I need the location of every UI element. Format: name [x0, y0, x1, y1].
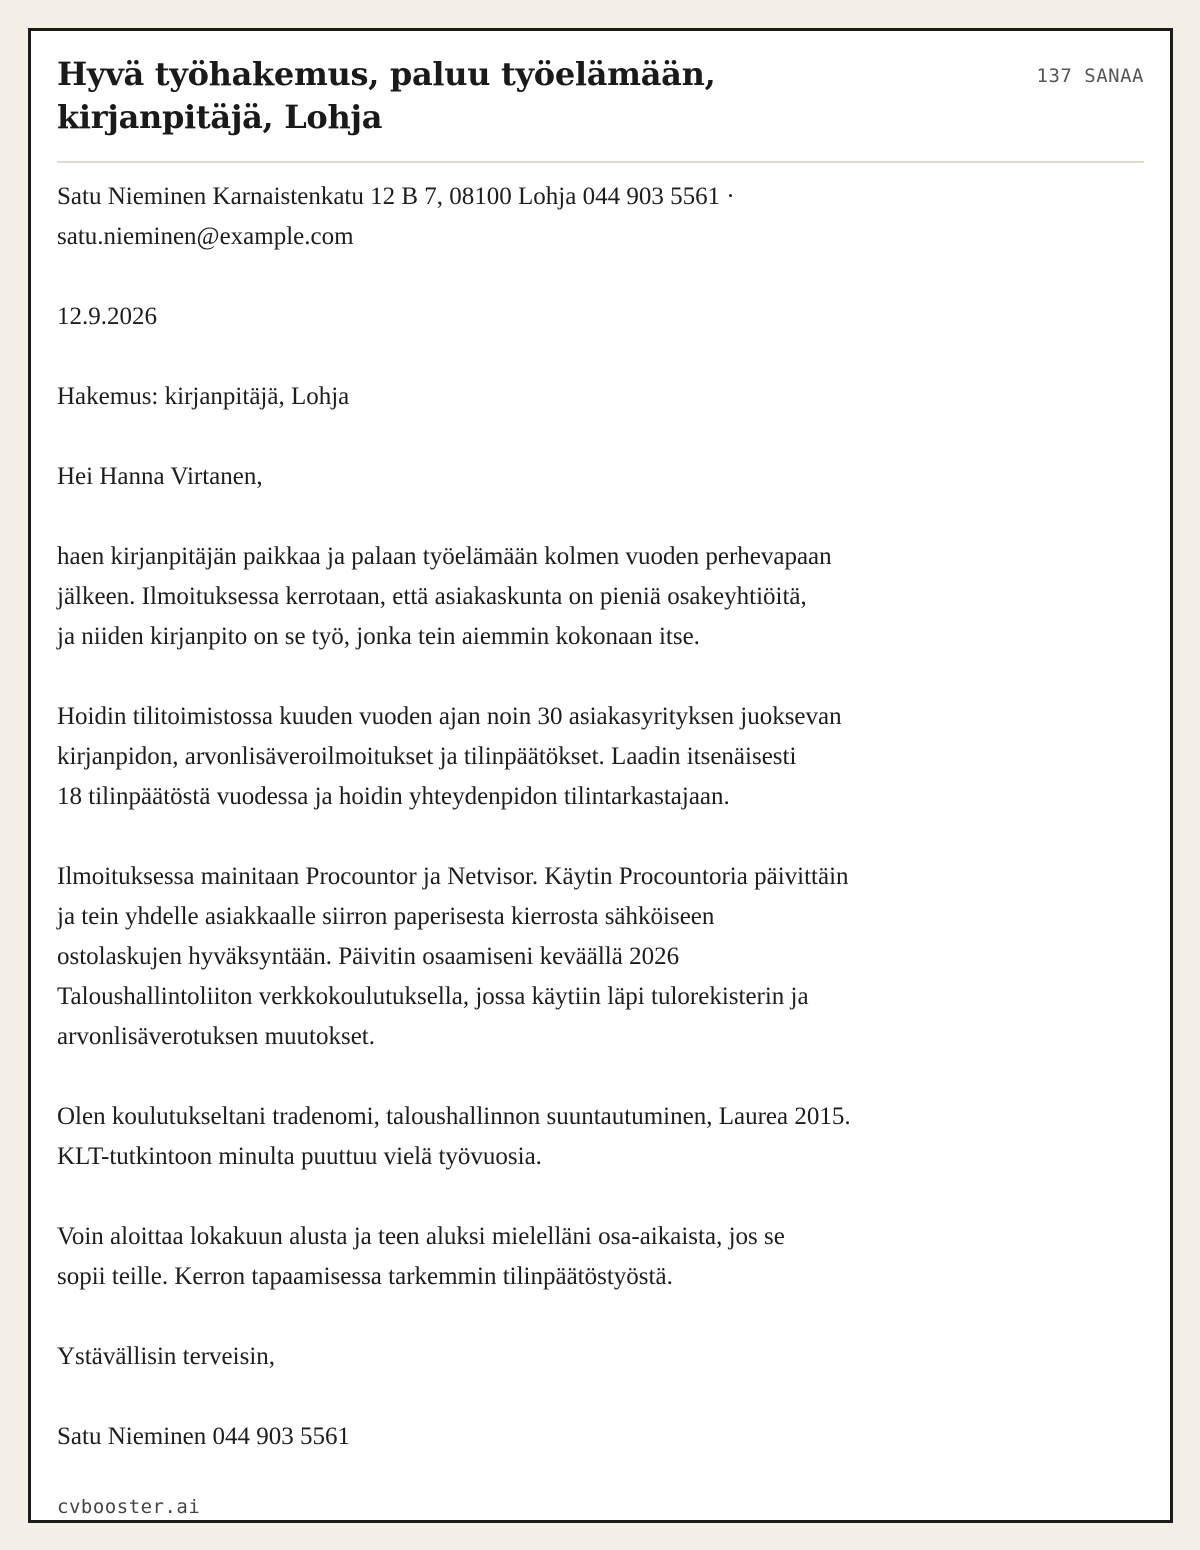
paragraph-line: Olen koulutukseltani tradenomi, taloushallinnon suuntautuminen, Laurea 2015. [57, 1103, 851, 1130]
paragraph-line: Taloushallintoliiton verkkokoulutuksella, jossa käytiin läpi tulorekisterin ja [57, 983, 809, 1010]
paragraph-line: ja niiden kirjanpito on se työ, jonka tein aiemmin kokonaan itse. [57, 623, 700, 650]
brand-footer: cvbooster.ai [57, 1496, 201, 1518]
paragraph-education [57, 1097, 1057, 1177]
document-title [57, 53, 817, 139]
paragraph-line: Voin aloittaa lokakuun alusta ja teen aluksi mielelläni osa-aikaista, jos se [57, 1223, 785, 1250]
letter-greeting: Hei Hanna Virtanen, [57, 463, 263, 490]
contact-block [57, 177, 1057, 257]
paragraph-experience [57, 697, 1057, 817]
document-header [57, 53, 1144, 163]
letter-body [57, 177, 1057, 1457]
title-line: Hyvä työhakemus, paluu työelämään, [57, 55, 716, 93]
paragraph-availability [57, 1217, 1057, 1297]
paragraph-line: ja tein yhdelle asiakkaalle siirron paperisesta kierrosta sähköiseen [57, 903, 715, 930]
letter-signature: Satu Nieminen 044 903 5561 [57, 1423, 351, 1450]
paragraph-line: Ilmoituksessa mainitaan Procountor ja Netvisor. Käytin Procountoria päivittäin [57, 863, 849, 890]
paragraph-line: 18 tilinpäätöstä vuodessa ja hoidin yhteydenpidon tilintarkastajaan. [57, 783, 730, 810]
paragraph-line: sopii teille. Kerron tapaamisessa tarkemmin tilinpäätöstyöstä. [57, 1263, 673, 1290]
paragraph-intro [57, 537, 1057, 657]
paragraph-line: KLT-tutkintoon minulta puuttuu vielä työvuosia. [57, 1143, 542, 1170]
letter-subject: Hakemus: kirjanpitäjä, Lohja [57, 383, 350, 410]
cover-letter-card [28, 28, 1173, 1523]
paragraph-line: ostolaskujen hyväksyntään. Päivitin osaamiseni keväällä 2026 [57, 943, 680, 970]
paragraph-line: arvonlisäverotuksen muutokset. [57, 1023, 375, 1050]
contact-email: satu.nieminen@example.com [57, 223, 354, 250]
paragraph-line: kirjanpidon, arvonlisäveroilmoitukset ja tilinpäätökset. Laadin itsenäisesti [57, 743, 797, 770]
letter-closing: Ystävällisin terveisin, [57, 1343, 276, 1370]
contact-line: Satu Nieminen Karnaistenkatu 12 B 7, 08100 Lohja 044 903 5561 · [57, 183, 735, 210]
word-count-badge: 137 SANAA [1036, 65, 1144, 87]
title-line: kirjanpitäjä, Lohja [57, 98, 383, 136]
paragraph-line: haen kirjanpitäjän paikkaa ja palaan työelämään kolmen vuoden perhevapaan [57, 543, 832, 570]
paragraph-software [57, 857, 1057, 1057]
paragraph-line: jälkeen. Ilmoituksessa kerrotaan, että asiakaskunta on pieniä osakeyhtiöitä, [57, 583, 807, 610]
paragraph-line: Hoidin tilitoimistossa kuuden vuoden ajan noin 30 asiakasyrityksen juoksevan [57, 703, 842, 730]
letter-date: 12.9.2026 [57, 303, 157, 330]
